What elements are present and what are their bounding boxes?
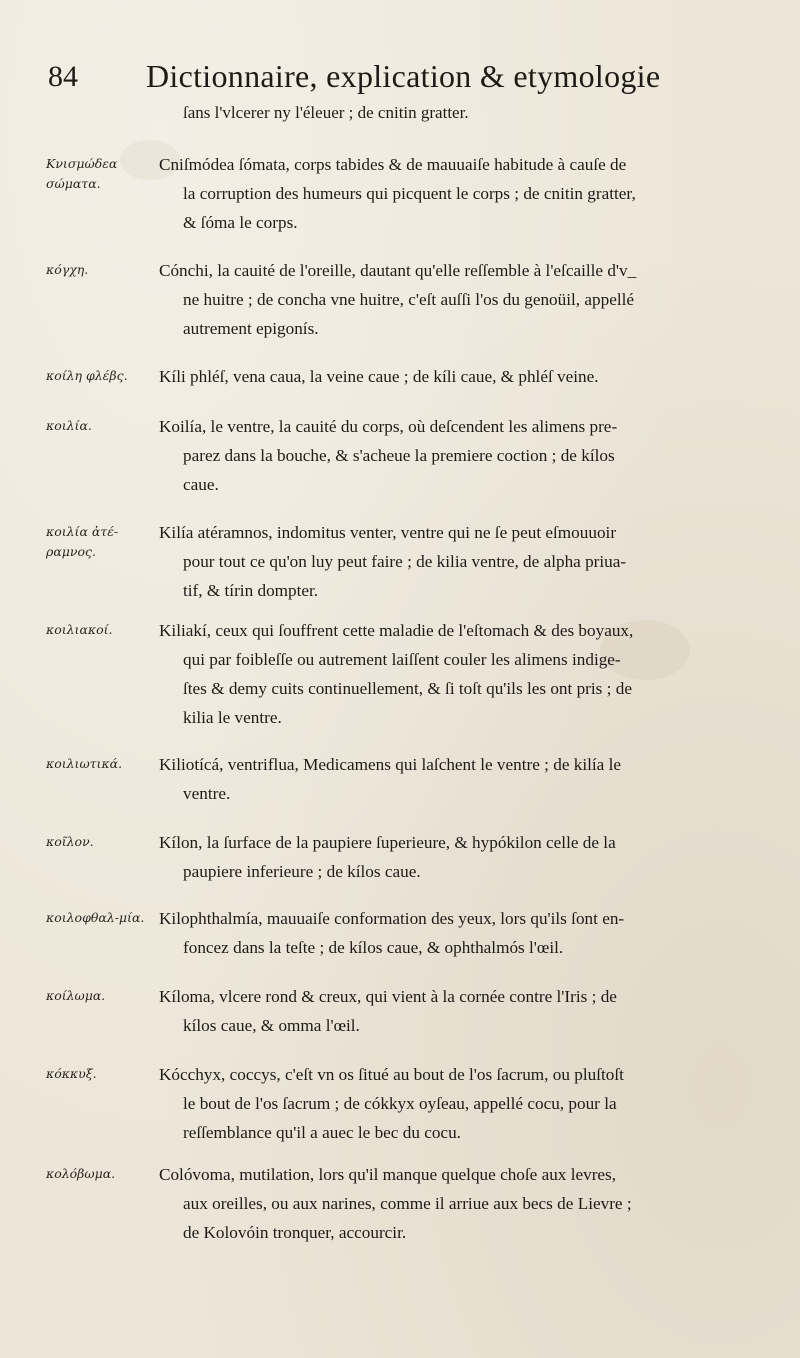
entry-line: Kílon, la ſurface de la paupiere ſuperieure, & hypókilon celle de la xyxy=(159,833,616,852)
entry-text xyxy=(159,904,759,962)
greek-headword: κολόβωμα. xyxy=(46,1166,116,1181)
entry-line: Kiliakí, ceux qui ſouffrent cette maladie de l'eſtomach & des boyaux, xyxy=(159,621,634,640)
entry-line: Koilía, le ventre, la cauité du corps, où deſcendent les alimens pre- xyxy=(159,417,618,436)
entry-line: parez dans la bouche, & s'acheue la premiere coction ; de kílos xyxy=(183,446,615,465)
greek-headword: Κνισμώδεα σώματα. xyxy=(46,156,118,191)
page-header xyxy=(48,58,768,108)
entry-text xyxy=(159,1060,759,1147)
entry-line: autrement epigonís. xyxy=(183,319,319,338)
page-number: 84 xyxy=(48,60,78,93)
entry-line: ne huitre ; de concha vne huitre, c'eſt auſſi l'os du genoüil, appellé xyxy=(183,290,635,309)
entry-text xyxy=(159,256,759,343)
entry-line: ſtes & demy cuits continuellement, & ſi toſt qu'ils les ont pris ; de xyxy=(183,679,632,698)
greek-headword: κοιλοφθαλ-μία. xyxy=(46,910,145,925)
entry-line: kílos caue, & omma l'œil. xyxy=(183,1016,360,1035)
entry-line: le bout de l'os ſacrum ; de cókkyx oyſeau, appellé cocu, pour la xyxy=(183,1094,617,1113)
entry-line: kilia le ventre. xyxy=(183,708,282,727)
greek-headword: κοιλία ἀτέ-ραμνος. xyxy=(46,524,119,559)
entry-line: foncez dans la teſte ; de kílos caue, & ophthalmós l'œil. xyxy=(183,938,564,957)
greek-headword: κοιλία. xyxy=(46,418,92,433)
entry-text xyxy=(159,982,759,1040)
entry-line: caue. xyxy=(183,475,219,494)
entry-line: Kíloma, vlcere rond & creux, qui vient à la cornée contre l'Iris ; de xyxy=(159,987,617,1006)
greek-headword: κοίλη φλέβς. xyxy=(46,368,128,383)
greek-headword: κοιλιακοί. xyxy=(46,622,113,637)
entry-line: ventre. xyxy=(183,784,231,803)
entry-line: Kócchyx, coccys, c'eſt vn os ſitué au bout de l'os ſacrum, ou pluſtoſt xyxy=(159,1065,624,1084)
entry-line: & ſóma le corps. xyxy=(183,213,298,232)
entry-line: qui par foibleſſe ou autrement laiſſent couler les alimens indige- xyxy=(183,650,621,669)
entry-line: de Kolovóin tronquer, accourcir. xyxy=(183,1223,407,1242)
entry-text xyxy=(159,1160,759,1247)
greek-headword: κοιλιωτικά. xyxy=(46,756,123,771)
entry-text xyxy=(159,412,759,499)
entry-line: Colóvoma, mutilation, lors qu'il manque quelque choſe aux levres, xyxy=(159,1165,617,1184)
entry-line: Kiliotícá, ventriflua, Medicamens qui laſchent le ventre ; de kilía le xyxy=(159,755,621,774)
entry-line: aux oreilles, ou aux narines, comme il arriue aux becs de Lievre ; xyxy=(183,1194,632,1213)
entry-text xyxy=(159,518,759,605)
entry-line: pour tout ce qu'on luy peut faire ; de kilia ventre, de alpha priua- xyxy=(183,552,627,571)
entry-text xyxy=(159,362,759,391)
greek-headword: κοῖλον. xyxy=(46,834,94,849)
greek-headword: κοίλωμα. xyxy=(46,988,106,1003)
greek-headword: κόγχη. xyxy=(46,262,89,277)
entry-line: Cniſmódea ſómata, corps tabides & de mauuaiſe habitude à cauſe de xyxy=(159,155,627,174)
running-title: Dictionnaire, explication & etymologie xyxy=(146,58,661,94)
entry-text xyxy=(159,750,759,808)
entry-line: Cónchi, la cauité de l'oreille, dautant qu'elle reſſemble à l'eſcaille d'v_ xyxy=(159,261,637,280)
entry-line: la corruption des humeurs qui picquent le corps ; de cnitin gratter, xyxy=(183,184,636,203)
entry-line: paupiere inferieure ; de kílos caue. xyxy=(183,862,421,881)
entry-text xyxy=(159,828,759,886)
greek-headword: κόκκυξ. xyxy=(46,1066,97,1081)
entry-line: Kíli phléſ, vena caua, la veine caue ; de kíli caue, & phléſ veine. xyxy=(159,367,599,386)
entry-text xyxy=(159,150,759,237)
entry-line: Kilía atéramnos, indomitus venter, ventre qui ne ſe peut eſmouuoir xyxy=(159,523,617,542)
continuation-line: ſans l'vlcerer ny l'éleuer ; de cnitin gratter. xyxy=(183,103,469,122)
entry-line: Kilophthalmía, mauuaiſe conformation des yeux, lors qu'ils ſont en- xyxy=(159,909,625,928)
entry-line: tif, & tírin dompter. xyxy=(183,581,319,600)
entry-text xyxy=(159,616,759,732)
entry-line: reſſemblance qu'il a auec le bec du cocu. xyxy=(183,1123,461,1142)
